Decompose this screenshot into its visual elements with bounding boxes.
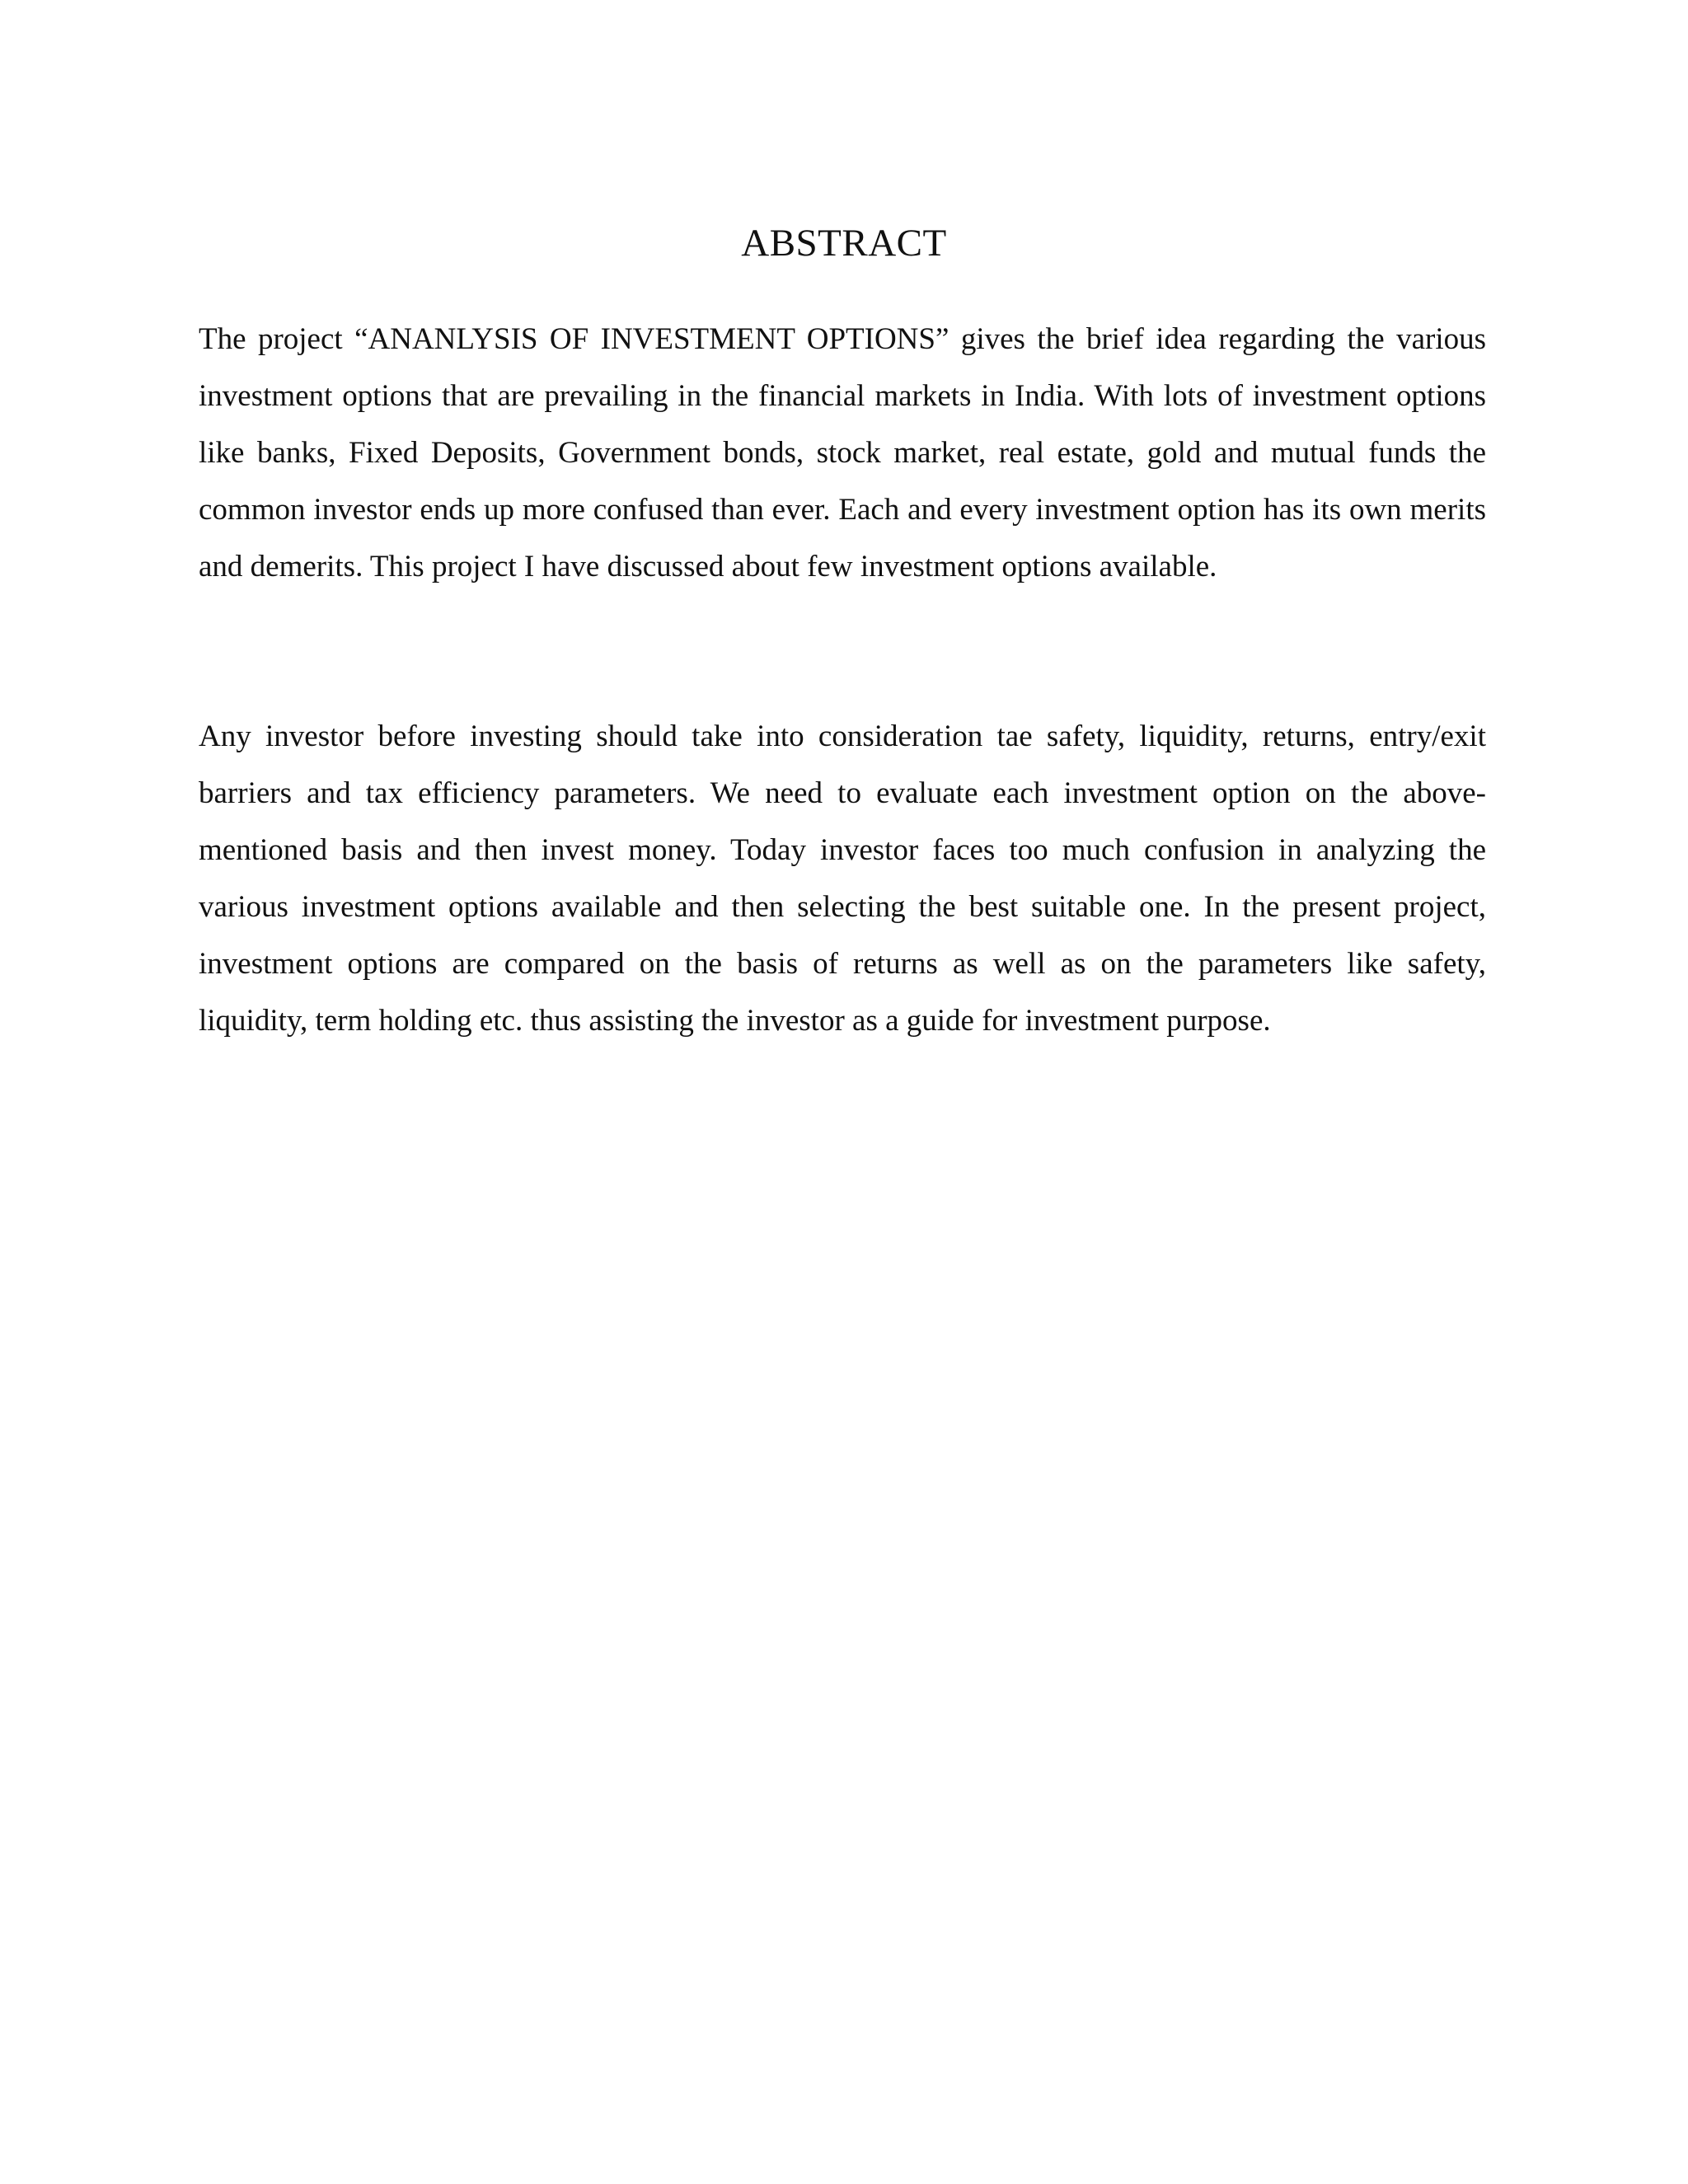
abstract-paragraph-2: Any investor before investing should take into consideration tae safety, liquidity, returns, entry/exit barriers and tax efficiency parameters. We need to evaluate each investment option on the above-mentioned basis and then invest money. Today investor faces too much confusion in analyzing the various investment options available and then selecting the best suitable one. In the present project, investment options are compared on the basis of returns as well as on the parameters like safety, liquidity, term holding etc. thus assisting the investor as a guide for investment purpose. xyxy=(199,719,1486,1038)
abstract-paragraph-1: The project “ANANLYSIS OF INVESTMENT OPTIONS” gives the brief idea regarding the various investment options that are prevailing in the financial markets in India. With lots of investment options like banks, Fixed Deposits, Government bonds, stock market, real estate, gold and mutual funds the common investor ends up more confused than ever. Each and every investment option has its own merits and demerits. This project I have discussed about few investment options available. xyxy=(199,322,1486,583)
page-title: ABSTRACT xyxy=(741,222,947,265)
